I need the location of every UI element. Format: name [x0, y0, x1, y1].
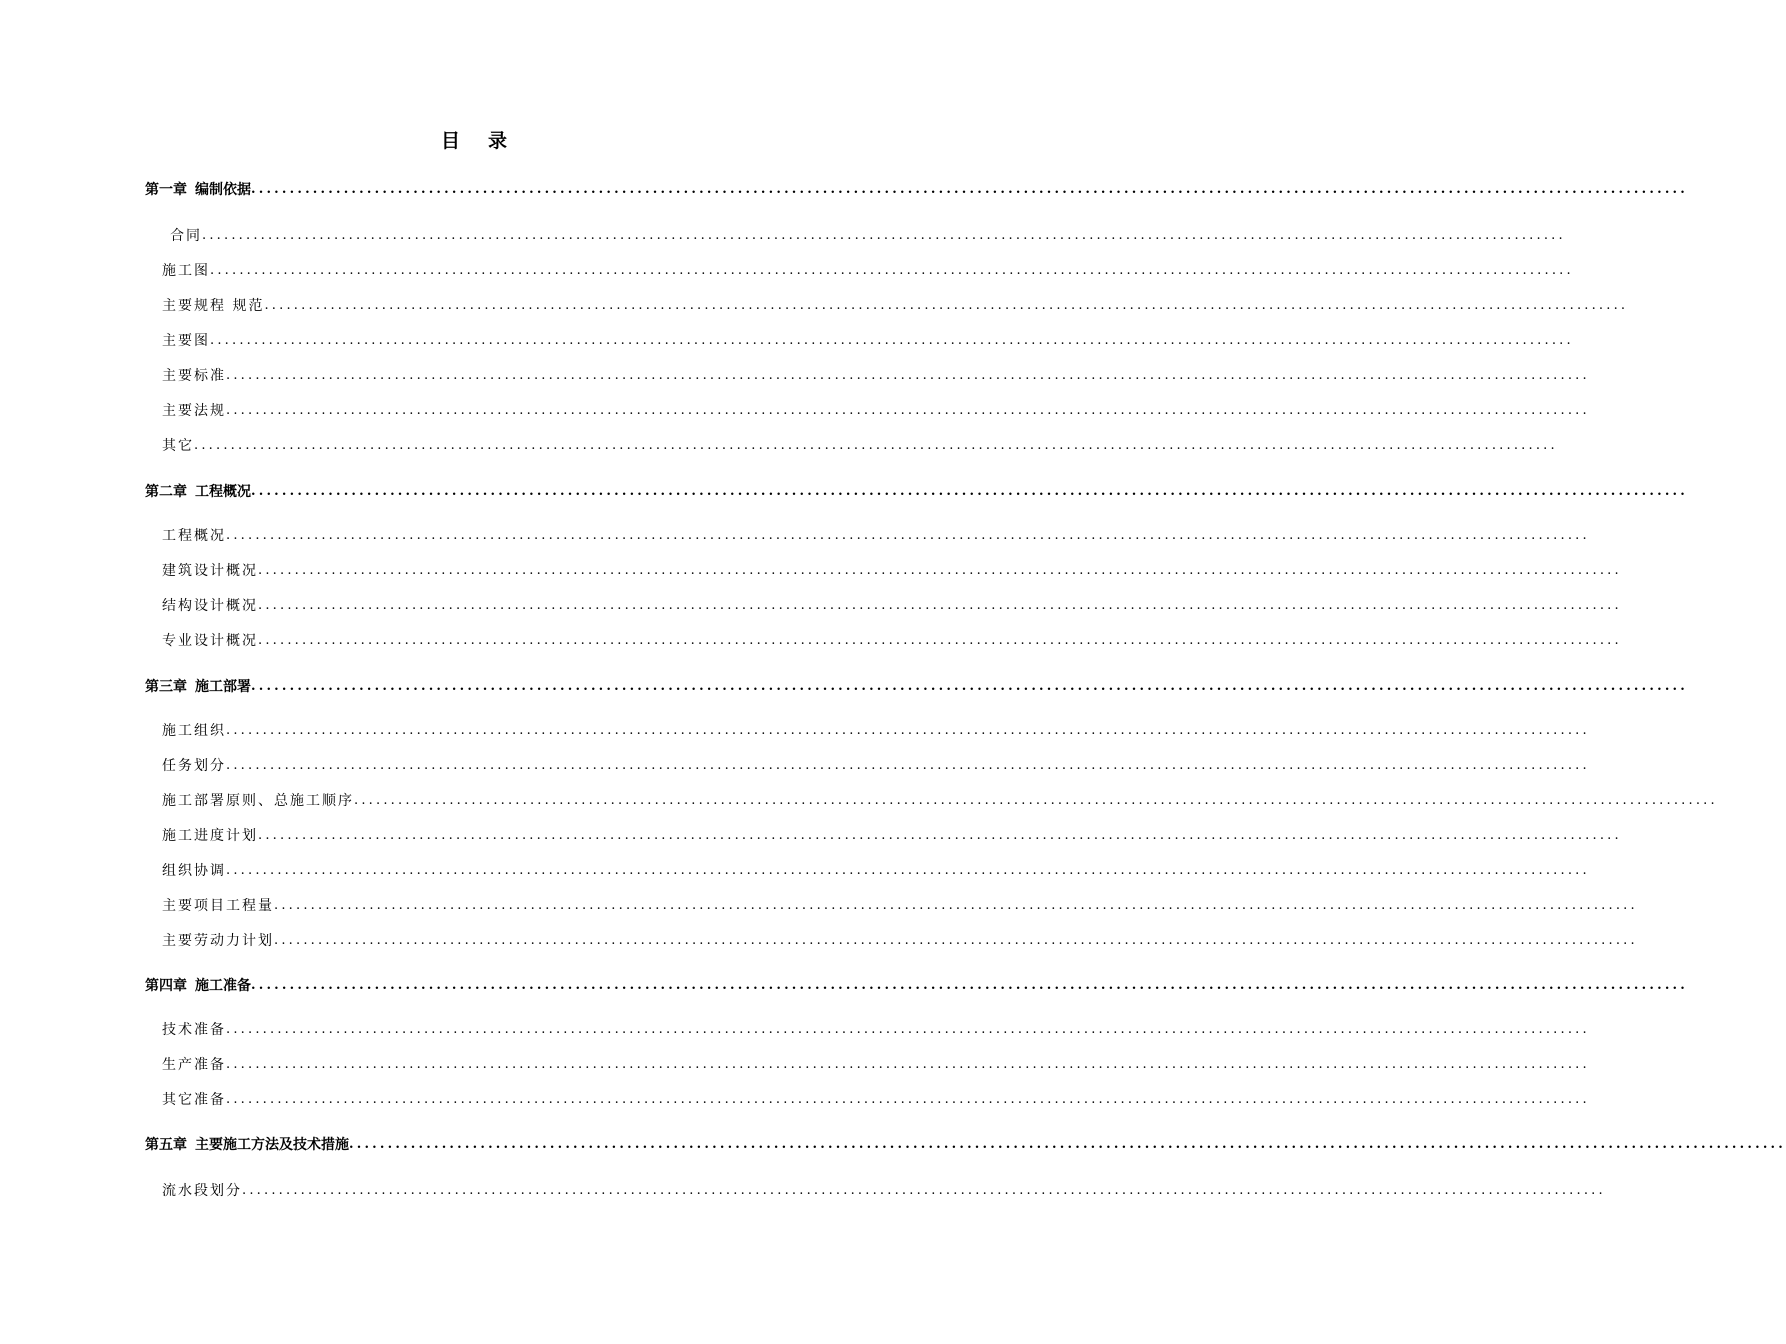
dot-leader: .......................................................................................................................................................................................... — [354, 793, 1718, 808]
toc-section-entry[interactable] — [0, 399, 1590, 421]
dot-leader: .......................................................................................................................................................................................... — [258, 633, 1622, 648]
dot-leader: .......................................................................................................................................................................................... — [226, 1022, 1590, 1037]
chapter-label — [145, 482, 251, 502]
toc-section-entry[interactable] — [0, 754, 1590, 776]
dot-leader: .......................................................................................................................................................................................... — [202, 228, 1566, 243]
section-label: 组织协调 — [162, 863, 226, 879]
dot-leader: .......................................................................................................................................................................................... — [226, 1092, 1590, 1107]
section-label: 工程概况 — [162, 528, 226, 544]
toc-chapter-entry[interactable] — [0, 675, 1689, 697]
chapter-number: 第四章 — [145, 978, 187, 994]
toc-chapter-entry[interactable] — [0, 178, 1689, 200]
toc-section-entry[interactable] — [0, 594, 1622, 616]
chapter-label — [145, 677, 251, 697]
dot-leader: .......................................................................................................................................................................................... — [251, 484, 1689, 499]
dot-leader: .......................................................................................................................................................................................... — [226, 403, 1590, 418]
toc-chapter-entry[interactable] — [0, 974, 1689, 996]
chapter-number: 第五章 — [145, 1137, 187, 1153]
chapter-name: 主要施工方法及技术措施 — [195, 1137, 349, 1153]
section-label: 主要标准 — [162, 368, 226, 384]
chapter-label — [145, 976, 251, 996]
dot-leader: .......................................................................................................................................................................................... — [251, 978, 1689, 993]
section-label: 施工图 — [162, 263, 210, 279]
toc-title-left: 目 — [440, 130, 462, 152]
dot-leader: .......................................................................................................................................................................................... — [349, 1137, 1786, 1152]
dot-leader: .......................................................................................................................................................................................... — [258, 598, 1622, 613]
toc-section-entry[interactable] — [0, 224, 1566, 246]
section-label: 生产准备 — [162, 1057, 226, 1073]
section-label: 专业设计概况 — [162, 633, 258, 649]
dot-leader: .......................................................................................................................................................................................... — [226, 723, 1590, 738]
section-label: 主要规程 规范 — [162, 298, 265, 314]
dot-leader: .......................................................................................................................................................................................... — [226, 863, 1590, 878]
dot-leader: .......................................................................................................................................................................................... — [226, 528, 1590, 543]
dot-leader: .......................................................................................................................................................................................... — [226, 758, 1590, 773]
chapter-label — [145, 1135, 349, 1155]
toc-section-entry[interactable] — [0, 1053, 1590, 1075]
toc-section-entry[interactable] — [0, 929, 1638, 951]
toc-section-entry[interactable] — [0, 859, 1590, 881]
section-label: 技术准备 — [162, 1022, 226, 1038]
dot-leader: .......................................................................................................................................................................................... — [258, 563, 1622, 578]
toc-section-entry[interactable] — [0, 259, 1574, 281]
chapter-name: 工程概况 — [195, 484, 251, 500]
section-label: 主要法规 — [162, 403, 226, 419]
section-label: 施工部署原则、总施工顺序 — [162, 793, 354, 809]
toc-section-entry[interactable] — [0, 629, 1622, 651]
toc-section-entry[interactable] — [0, 789, 1718, 811]
section-label: 建筑设计概况 — [162, 563, 258, 579]
dot-leader: .......................................................................................................................................................................................... — [194, 438, 1558, 453]
toc-section-entry[interactable] — [0, 719, 1590, 741]
chapter-number: 第一章 — [145, 182, 187, 198]
toc-section-entry[interactable] — [0, 329, 1574, 351]
toc-section-entry[interactable] — [0, 1018, 1590, 1040]
section-label: 其它 — [162, 438, 194, 454]
dot-leader: .......................................................................................................................................................................................... — [210, 263, 1574, 278]
toc-section-entry[interactable] — [0, 294, 1629, 316]
toc-section-entry[interactable] — [0, 524, 1590, 546]
dot-leader: .......................................................................................................................................................................................... — [242, 1183, 1606, 1198]
chapter-name: 施工部署 — [195, 679, 251, 695]
toc-section-entry[interactable] — [0, 824, 1622, 846]
dot-leader: .......................................................................................................................................................................................... — [274, 898, 1638, 913]
toc-title-right: 录 — [488, 130, 510, 152]
toc-chapter-entry[interactable] — [0, 1133, 1786, 1155]
dot-leader: .......................................................................................................................................................................................... — [274, 933, 1638, 948]
section-label: 结构设计概况 — [162, 598, 258, 614]
section-label: 主要项目工程量 — [162, 898, 274, 914]
toc-title — [0, 126, 950, 153]
chapter-name: 施工准备 — [195, 978, 251, 994]
section-label: 合同 — [170, 228, 202, 244]
section-label: 施工进度计划 — [162, 828, 258, 844]
section-label: 任务划分 — [162, 758, 226, 774]
chapter-name: 编制依据 — [195, 182, 251, 198]
toc-chapter-entry[interactable] — [0, 480, 1689, 502]
section-label: 其它准备 — [162, 1092, 226, 1108]
dot-leader: .......................................................................................................................................................................................... — [226, 1057, 1590, 1072]
toc-section-entry[interactable] — [0, 894, 1638, 916]
dot-leader: .......................................................................................................................................................................................... — [226, 368, 1590, 383]
dot-leader: .......................................................................................................................................................................................... — [251, 679, 1689, 694]
chapter-label — [145, 180, 251, 200]
dot-leader: .......................................................................................................................................................................................... — [258, 828, 1622, 843]
toc-section-entry[interactable] — [0, 364, 1590, 386]
toc-section-entry[interactable] — [0, 1179, 1606, 1201]
section-label: 主要劳动力计划 — [162, 933, 274, 949]
section-label: 施工组织 — [162, 723, 226, 739]
section-label: 主要图 — [162, 333, 210, 349]
dot-leader: .......................................................................................................................................................................................... — [210, 333, 1574, 348]
chapter-number: 第三章 — [145, 679, 187, 695]
chapter-number: 第二章 — [145, 484, 187, 500]
section-label: 流水段划分 — [162, 1183, 242, 1199]
toc-section-entry[interactable] — [0, 434, 1558, 456]
dot-leader: .......................................................................................................................................................................................... — [264, 298, 1629, 313]
dot-leader: .......................................................................................................................................................................................... — [251, 182, 1689, 197]
toc-section-entry[interactable] — [0, 1088, 1590, 1110]
toc-section-entry[interactable] — [0, 559, 1622, 581]
